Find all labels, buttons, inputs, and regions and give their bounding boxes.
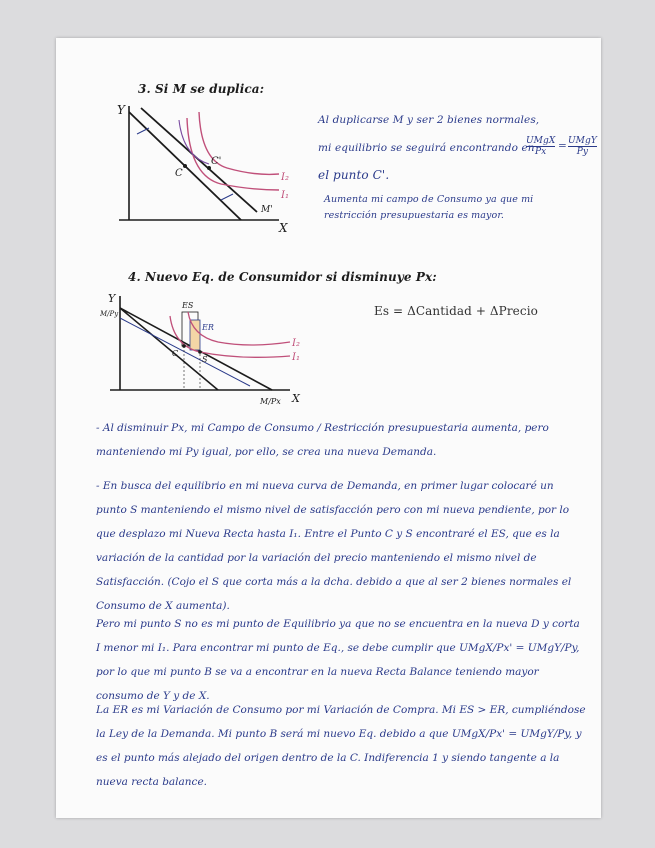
budget-graph-price-decrease (100, 290, 310, 410)
paragraph-2 (96, 474, 586, 618)
y-axis-label: Y (117, 103, 125, 117)
s3-text-3: el punto C'. (318, 168, 390, 182)
fraction-a-den: Px (535, 147, 547, 157)
compensated-line (120, 318, 250, 386)
fraction-a (526, 136, 555, 157)
fraction-a-num: UMgX (526, 136, 556, 146)
label-er: ER (202, 323, 214, 332)
label-c: C (175, 168, 183, 179)
notebook-page (56, 38, 601, 818)
equals-sign: = (558, 140, 567, 152)
x-axis-label: X (279, 221, 288, 235)
label-es: ES (182, 301, 194, 310)
fraction-b-num: UMgY (568, 136, 597, 146)
budget-line-original (120, 308, 218, 390)
point-s (198, 350, 202, 354)
x-axis-label: X (292, 392, 300, 405)
paragraph-1 (96, 416, 586, 464)
label-i1: I₁ (281, 190, 289, 201)
label-c-prime: C' (211, 156, 222, 167)
point-c (182, 344, 186, 348)
label-i2: I₂ (281, 172, 289, 183)
s3-text-2: mi equilibrio se seguirá encontrando en (318, 142, 535, 154)
section-4-heading: 4. Nuevo Eq. de Consumidor si disminuye Px: (128, 270, 437, 284)
s3-text-1: Al duplicarse M y ser 2 bienes normales, (318, 114, 540, 126)
paragraph-4-text: La ER es mi Variación de Consumo por mi Variación de Compra. Mi ES > ER, cumpliéndose la Ley de la Demanda. Mi punto B será mi nuevo Eq. debido a que UMgX/Px' = UMgY/Py, y es el punto más alejado del origen dentro de la C. Indiferencia 1 y siendo tangente a la nueva recta balance. (96, 704, 586, 788)
label-m-py: M/Py (100, 310, 119, 318)
slutsky-formula: Es = ΔCantidad + ΔPrecio (374, 304, 538, 318)
label-m: M' (261, 205, 273, 215)
paragraph-1-text: - Al disminuir Px, mi Campo de Consumo / Restricción presupuestaria aumenta, pero manteniendo mi Py igual, por ello, se crea una nueva Demanda. (96, 422, 549, 458)
label-i2: I₂ (292, 338, 300, 349)
label-i1: I₁ (292, 352, 300, 363)
fraction-b (568, 136, 597, 157)
point-c (183, 164, 187, 168)
label-s: S (202, 355, 208, 364)
shift-arrow (137, 128, 149, 134)
paragraph-4 (96, 698, 586, 794)
y-axis-label: Y (108, 292, 116, 305)
indifference-curve-1 (170, 316, 290, 357)
budget-graph-income-doubled (111, 98, 301, 238)
label-c: C (172, 349, 179, 358)
shift-arrow (221, 194, 233, 200)
label-m-px: M/Px (260, 397, 281, 406)
section-3-heading: 3. Si M se duplica: (138, 82, 265, 96)
paragraph-3-text: Pero mi punto S no es mi punto de Equilibrio ya que no se encuentra en la nueva D y corta I menor mi I₁. Para encontrar mi punto de Eq., se debe cumplir que UMgX/Px' = UMgY/Py, por lo que mi punto B se va a encontrar en la nueva Recta Balance teniendo mayor consumo de Y y de X. (96, 618, 580, 702)
paragraph-3 (96, 612, 586, 708)
paragraph-2-text: - En busca del equilibrio en mi nueva curva de Demanda, en primer lugar colocaré un punto S manteniendo el mismo nivel de satisfacción pero con mi nueva pendiente, por lo que desplazo mi Nueva Recta hasta I₁. Entre el Punto C y S encontraré el ES, que es la variación de la cantidad por la variación del precio manteniendo el mismo nivel de Satisfacción. (Cojo el S que corta más a la dcha. debido a que al ser 2 bienes normales el Consumo de X aumenta). (96, 480, 572, 612)
s3-text-5: restricción presupuestaria es mayor. (324, 210, 505, 221)
s3-text-4: Aumenta mi campo de Consumo ya que mi (324, 194, 534, 205)
fraction-b-den: Py (576, 147, 589, 157)
